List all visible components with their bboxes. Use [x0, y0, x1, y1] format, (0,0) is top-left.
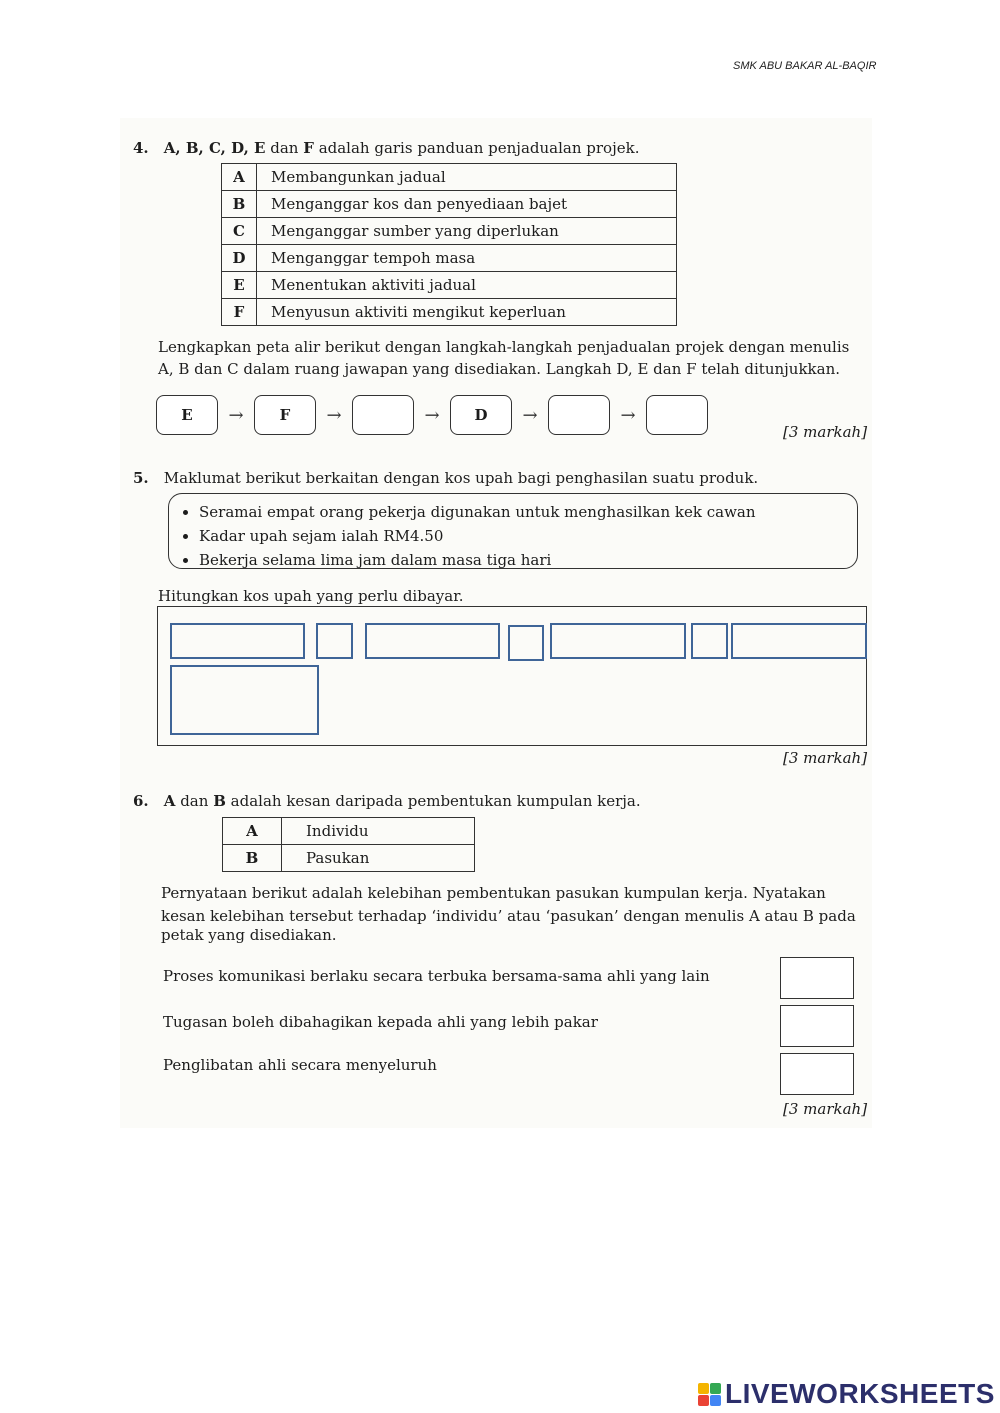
flow-answer-step-3[interactable]: [352, 395, 414, 435]
q6-answer-box-3[interactable]: [780, 1053, 854, 1095]
table-row: E Menentukan aktiviti jadual: [222, 272, 677, 299]
q4-guideline-table: [221, 163, 677, 326]
liveworksheets-logo-text: LIVEWORKSHEETS: [725, 1378, 995, 1409]
q6-answer-box-2[interactable]: [780, 1005, 854, 1047]
arrow-right-icon: →: [522, 404, 538, 426]
arrow-right-icon: →: [326, 404, 342, 426]
q4-number: 4.: [133, 139, 149, 157]
q4-instruction-line2: A, B dan C dalam ruang jawapan yang disediakan. Langkah D, E dan F telah ditunjukkan.: [158, 360, 841, 378]
flow-answer-step-5[interactable]: [548, 395, 610, 435]
list-item: • Bekerja selama lima jam dalam masa tiga hari: [199, 548, 845, 572]
school-name: SMK ABU BAKAR AL-BAQIR: [733, 60, 877, 72]
arrow-right-icon: →: [620, 404, 636, 426]
q5-intro: 5. Maklumat berikut berkaitan dengan kos upah bagi penghasilan suatu produk.: [133, 469, 759, 487]
arrow-right-icon: →: [424, 404, 440, 426]
q6-paragraph-line1: Pernyataan berikut adalah kelebihan pembentukan pasukan kumpulan kerja. Nyatakan: [161, 884, 826, 902]
q4-instruction-line1: Lengkapkan peta alir berikut dengan langkah-langkah penjadualan projek dengan menulis: [158, 338, 850, 356]
q6-number: 6.: [133, 792, 149, 810]
q6-marks: [3 markah]: [783, 1100, 868, 1118]
table-row: F Menyusun aktiviti mengikut keperluan: [222, 299, 677, 326]
q5-input-operator-3[interactable]: [691, 623, 728, 659]
q6-effect-table: [222, 817, 475, 872]
q4-marks: [3 markah]: [783, 423, 868, 441]
arrow-right-icon: →: [228, 404, 244, 426]
list-item: • Seramai empat orang pekerja digunakan untuk menghasilkan kek cawan: [199, 500, 845, 524]
liveworksheets-logo: [698, 1378, 995, 1410]
q5-question: Hitungkan kos upah yang perlu dibayar.: [158, 587, 464, 605]
q5-number: 5.: [133, 469, 149, 487]
table-row: B Pasukan: [223, 845, 475, 872]
q6-statement-3: Penglibatan ahli secara menyeluruh: [163, 1056, 437, 1074]
q6-answer-box-1[interactable]: [780, 957, 854, 999]
q4-intro: 4. A, B, C, D, E dan F adalah garis panduan penjadualan projek.: [133, 139, 640, 157]
list-item: • Kadar upah sejam ialah RM4.50: [199, 524, 845, 548]
q6-paragraph-line3: petak yang disediakan.: [161, 926, 337, 944]
table-row: A Individu: [223, 818, 475, 845]
q5-input-3[interactable]: [550, 623, 686, 659]
table-row: A Membangunkan jadual: [222, 164, 677, 191]
q5-input-1[interactable]: [170, 623, 305, 659]
q5-input-operator-2[interactable]: [508, 625, 544, 661]
q5-input-4[interactable]: [731, 623, 867, 659]
flow-step-d: D: [450, 395, 512, 435]
liveworksheets-logo-icon: [698, 1383, 721, 1406]
q6-statement-2: Tugasan boleh dibahagikan kepada ahli yang lebih pakar: [163, 1013, 598, 1031]
q6-paragraph-line2: kesan kelebihan tersebut terhadap ‘individu’ atau ‘pasukan’ dengan menulis A atau B pada: [161, 907, 856, 925]
q5-input-2[interactable]: [365, 623, 500, 659]
flow-step-e: E: [156, 395, 218, 435]
q5-input-answer[interactable]: [170, 665, 319, 735]
q6-intro: 6. A dan B adalah kesan daripada pembentukan kumpulan kerja.: [133, 792, 641, 810]
q5-input-operator-1[interactable]: [316, 623, 353, 659]
flow-step-f: F: [254, 395, 316, 435]
table-row: B Menganggar kos dan penyediaan bajet: [222, 191, 677, 218]
q6-statement-1: Proses komunikasi berlaku secara terbuka bersama-sama ahli yang lain: [163, 967, 710, 985]
table-row: C Menganggar sumber yang diperlukan: [222, 218, 677, 245]
q5-info-box: [168, 493, 858, 569]
q5-marks: [3 markah]: [783, 749, 868, 767]
table-row: D Menganggar tempoh masa: [222, 245, 677, 272]
flow-answer-step-6[interactable]: [646, 395, 708, 435]
q4-flowchart: [156, 395, 708, 435]
